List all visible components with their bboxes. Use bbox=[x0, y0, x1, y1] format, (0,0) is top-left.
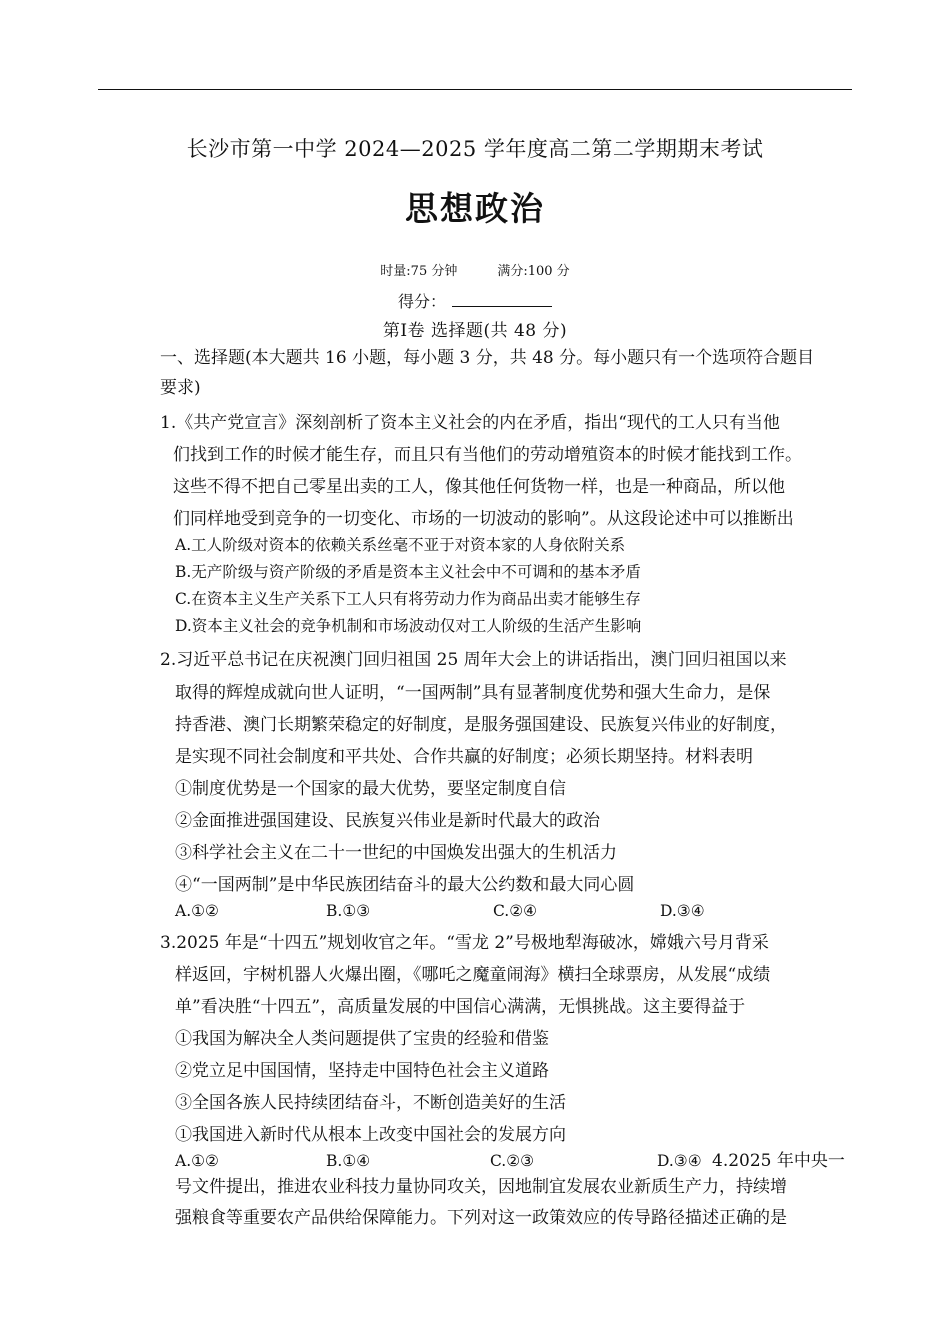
q3-item-4: ①我国进入新时代从根本上改变中国社会的发展方向 bbox=[175, 1125, 566, 1145]
q2-choice-d[interactable]: D.③④ bbox=[660, 902, 705, 920]
q2-stem-line1: 2.习近平总书记在庆祝澳门回归祖国 25 周年大会上的讲话指出，澳门回归祖国以来 bbox=[160, 650, 787, 670]
q3-choice-d[interactable]: D.③④ bbox=[657, 1152, 702, 1170]
q4-stem-inline: 4.2025 年中央一 bbox=[712, 1151, 845, 1171]
q2-item-3: ③科学社会主义在二十一世纪的中国焕发出强大的生机活力 bbox=[175, 843, 617, 863]
q1-stem-line1: 1.《共产党宣言》深刻剖析了资本主义社会的内在矛盾，指出“现代的工人只有当他 bbox=[160, 413, 780, 433]
subject-title: 思想政治 bbox=[405, 189, 545, 228]
q2-choice-c[interactable]: C.②④ bbox=[493, 902, 538, 920]
section-instructions-line1: 一、选择题(本大题共 16 小题，每小题 3 分，共 48 分。每小题只有一个选项符合题目 bbox=[160, 348, 815, 368]
q2-stem-line3: 持香港、澳门长期繁荣稳定的好制度，是服务强国建设、民族复兴伟业的好制度， bbox=[175, 715, 787, 735]
header-rule bbox=[98, 89, 852, 90]
q1-option-a[interactable]: A.工人阶级对资本的依赖关系丝毫不亚于对资本家的人身依附关系 bbox=[175, 536, 626, 554]
q3-stem-line1: 3.2025 年是“十四五”规划收官之年。“雪龙 2”号极地犁海破冰，嫦娥六号月背采 bbox=[160, 933, 769, 953]
exam-title: 长沙市第一中学 2024—2025 学年度高二第二学期期末考试 bbox=[186, 137, 764, 161]
section-instructions-line2: 要求) bbox=[160, 378, 201, 398]
q1-option-c[interactable]: C.在资本主义生产关系下工人只有将劳动力作为商品出卖才能够生存 bbox=[175, 590, 641, 608]
q2-item-2: ②金面推进强国建设、民族复兴伟业是新时代最大的政治 bbox=[175, 811, 600, 831]
score-field bbox=[0, 289, 950, 312]
q2-item-4: ④“一国两制”是中华民族团结奋斗的最大公约数和最大同心圆 bbox=[175, 875, 635, 895]
q1-option-b[interactable]: B.无产阶级与资产阶级的矛盾是资本主义社会中不可调和的基本矛盾 bbox=[175, 563, 641, 581]
q1-stem-line3: 这些不得不把自己零星出卖的工人，像其他任何货物一样，也是一种商品，所以他 bbox=[173, 477, 785, 497]
q1-stem-line2: 们找到工作的时候才能生存，而且只有当他们的劳动增殖资本的时候才能找到工作。 bbox=[173, 445, 802, 465]
q2-choice-b[interactable]: B.①③ bbox=[326, 902, 371, 920]
time-limit: 时量:75 分钟 bbox=[380, 264, 458, 279]
q3-stem-line2: 样返回，宇树机器人火爆出圈，《哪吒之魔童闹海》横扫全球票房，从发展“成绩 bbox=[175, 965, 771, 985]
q3-stem-line3: 单”看决胜“十四五”，高质量发展的中国信心满满，无惧挑战。这主要得益于 bbox=[175, 997, 746, 1017]
q2-choice-a[interactable]: A.①② bbox=[175, 902, 219, 920]
q2-stem-line2: 取得的辉煌成就向世人证明，“一国两制”具有显著制度优势和强大生命力，是保 bbox=[175, 683, 771, 703]
q3-choice-b[interactable]: B.①④ bbox=[326, 1152, 371, 1170]
q2-item-1: ①制度优势是一个国家的最大优势，要坚定制度自信 bbox=[175, 779, 566, 799]
q3-item-1: ①我国为解决全人类问题提供了宝贵的经验和借鉴 bbox=[175, 1029, 549, 1049]
q3-item-3: ③全国各族人民持续团结奋斗，不断创造美好的生活 bbox=[175, 1093, 566, 1113]
q4-stem-line1: 号文件提出，推进农业科技力量协同攻关，因地制宜发展农业新质生产力，持续增 bbox=[175, 1177, 787, 1197]
part-title: 第Ⅰ卷 选择题(共 48 分) bbox=[382, 321, 568, 341]
exam-meta bbox=[0, 260, 950, 279]
q1-option-d[interactable]: D.资本主义社会的竞争机制和市场波动仅对工人阶级的生活产生影响 bbox=[175, 617, 642, 635]
q4-stem-line2: 强粮食等重要农产品供给保障能力。下列对这一政策效应的传导路径描述正确的是 bbox=[175, 1208, 787, 1228]
q3-item-2: ②党立足中国国情，坚持走中国特色社会主义道路 bbox=[175, 1061, 549, 1081]
score-label: 得分： bbox=[397, 292, 446, 311]
full-score: 满分:100 分 bbox=[497, 264, 570, 279]
score-blank[interactable] bbox=[452, 290, 552, 307]
q3-choice-a[interactable]: A.①② bbox=[175, 1152, 219, 1170]
q1-stem-line4: 们同样地受到竞争的一切变化、市场的一切波动的影响”。从这段论述中可以推断出 bbox=[173, 509, 794, 529]
q3-choice-c[interactable]: C.②③ bbox=[490, 1152, 535, 1170]
q2-stem-line4: 是实现不同社会制度和平共处、合作共赢的好制度；必须长期坚持。材料表明 bbox=[175, 747, 753, 767]
